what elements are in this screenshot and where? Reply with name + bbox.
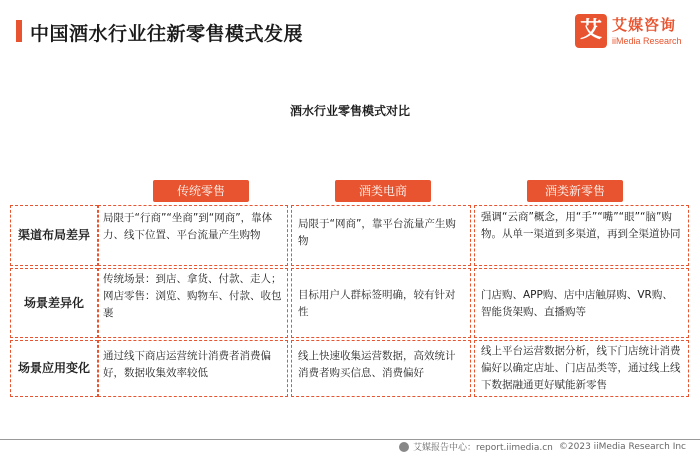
logo-text-en: iiMedia Research — [612, 36, 682, 46]
table-cell: 线上快速收集运营数据，高效统计消费者购买信息、消费偏好 — [291, 340, 471, 397]
title-accent-bar — [16, 20, 22, 42]
row-label-scene: 场景差异化 — [10, 268, 98, 338]
column-header-new-retail: 酒类新零售 — [527, 180, 623, 202]
row-label-channel: 渠道布局差异 — [10, 205, 98, 266]
table-cell: 目标用户人群标签明确，较有针对性 — [291, 268, 471, 338]
row-label-application: 场景应用变化 — [10, 340, 98, 397]
table-cell: 线上平台运营数据分析，线下门店统计消费偏好以确定店址、门店品类等，通过线上线下数据融通更好赋能新零售 — [474, 340, 689, 397]
table-cell: 传统场景：到店、拿货、付款、走人；网店零售：浏览、购物车、付款、收包裹 — [98, 268, 288, 338]
column-header-ecommerce: 酒类电商 — [335, 180, 431, 202]
table-cell: 局限于“行商”“坐商”到“网商”，靠体力、线下位置、平台流量产生购物 — [98, 205, 288, 266]
page-title: 中国酒水行业往新零售模式发展 — [30, 23, 304, 45]
logo-text-cn: 艾媒咨询 — [612, 16, 677, 34]
column-header-traditional: 传统零售 — [153, 180, 249, 202]
table-cell: 局限于“网商”，靠平台流量产生购物 — [291, 205, 471, 266]
footer-source: 艾媒报告中心：report.iimedia.cn — [412, 443, 553, 453]
report-center-icon — [399, 442, 409, 452]
logo-icon: 艾 — [575, 14, 607, 48]
table-cell: 强调“云商”概念，用“手”“嘴”“眼”“脑”购物。从单一渠道到多渠道，再到全渠道协同 — [474, 205, 689, 266]
footer-copyright: ©2023 iiMedia Research Inc — [558, 441, 686, 452]
table-cell: 门店购、APP购、店中店触屏购、VR购、智能货架购、直播购等 — [474, 268, 689, 338]
footer — [399, 440, 692, 453]
table-title: 酒水行业零售模式对比 — [289, 104, 410, 118]
table-cell: 通过线下商店运营统计消费者消费偏好，数据收集效率较低 — [98, 340, 288, 397]
brand-logo — [575, 14, 690, 54]
